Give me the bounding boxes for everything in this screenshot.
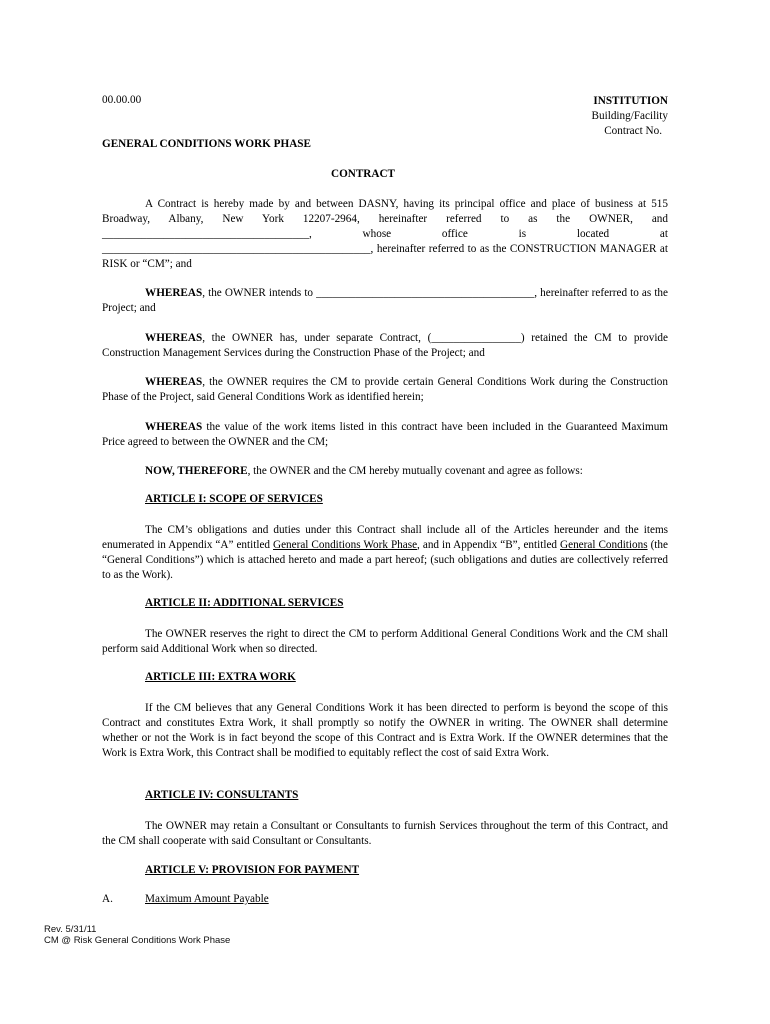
footer-revision: Rev. 5/31/11 [44, 924, 97, 935]
whereas-paragraph-1 [102, 286, 668, 316]
whereas-lead: WHEREAS [145, 287, 203, 299]
appendix-a-title: General Conditions Work Phase [273, 539, 418, 551]
whereas-lead: WHEREAS [145, 332, 203, 344]
article-3-heading: ARTICLE III: EXTRA WORK [145, 671, 296, 683]
footer-title: CM @ Risk General Conditions Work Phase [44, 935, 231, 946]
institution-block [468, 94, 668, 139]
document-number: 00.00.00 [102, 94, 142, 106]
institution-label: INSTITUTION [593, 95, 668, 107]
whereas-text: , the OWNER intends to _______________________________________, hereinafter referred to as the Project; and [102, 287, 668, 314]
article-1-heading: ARTICLE I: SCOPE OF SERVICES [145, 493, 323, 505]
article-2-paragraph: The OWNER reserves the right to direct the CM to perform Additional General Conditions Work and the CM shall perform said Additional Work when so directed. [102, 628, 668, 655]
article-3-paragraph: If the CM believes that any General Conditions Work it has been directed to perform is beyond the scope of this Contract and constitutes Extra Work, it shall promptly so notify the OWNER in writing. The OWNER shall determine whether or not the Work is in fact beyond the scope of this Contract and is Extra Work. If the OWNER determines that the Work is Extra Work, this Contract shall be modified to equitably reflect the cost of said Extra Work. [102, 702, 668, 759]
whereas-paragraph-2 [102, 331, 668, 361]
article-5-heading: ARTICLE V: PROVISION FOR PAYMENT [145, 864, 360, 876]
whereas-lead: WHEREAS [145, 376, 203, 388]
now-therefore-paragraph [102, 464, 668, 479]
contract-heading-text: CONTRACT [330, 168, 396, 180]
now-therefore-text: , the OWNER and the CM hereby mutually covenant and agree as follows: [247, 465, 583, 477]
article-4-paragraph: The OWNER may retain a Consultant or Consultants to furnish Services throughout the term of this Contract, and the CM shall cooperate with said Consultant or Consultants. [102, 820, 668, 847]
whereas-text: , the OWNER has, under separate Contract, (________________) retained the CM to provide Construction Management Services during the Construction Phase of the Project; and [102, 332, 668, 359]
article-4-heading: ARTICLE IV: CONSULTANTS [145, 789, 299, 801]
intro-paragraph: A Contract is hereby made by and between DASNY, having its principal office and place of business at 515 Broadway, Albany, New York 12207-2964, hereinafter referred to as the OWNER, and _____________________________________, whose office is located at ________________________________________________, hereinafter referred to as the CONSTRUCTION MANAGER at RISK or “CM”; and [102, 198, 668, 270]
article-2-heading: ARTICLE II: ADDITIONAL SERVICES [145, 597, 344, 609]
building-label: Building/Facility [591, 110, 668, 122]
whereas-paragraph-3 [102, 375, 668, 405]
item-title: Maximum Amount Payable [145, 893, 269, 905]
footer [44, 924, 230, 946]
article-1-paragraph [102, 523, 668, 583]
whereas-paragraph-4 [102, 420, 668, 450]
article-1-text-b: , and in Appendix “B”, entitled [417, 539, 561, 551]
article-1-text-a: The CM’s obligations and duties under this Contract shall include all of the Articles hereunder and the items enumerated in Appendix “A” entitled [102, 524, 668, 551]
article-1-text-c: (the “General Conditions”) which is attached hereto and made a part hereof; (such obligations and duties are collectively referred to as the Work). [102, 539, 668, 581]
contract-number-label: Contract No. [604, 125, 662, 137]
appendix-b-title: General Conditions [560, 539, 648, 551]
now-therefore-lead: NOW, THEREFORE [145, 465, 248, 477]
item-letter: A. [102, 893, 113, 905]
document-title: GENERAL CONDITIONS WORK PHASE [102, 138, 311, 150]
contract-heading [0, 168, 770, 180]
whereas-text: , the OWNER requires the CM to provide certain General Conditions Work during the Construction Phase of the Project, said General Conditions Work as identified herein; [102, 376, 668, 403]
whereas-lead: WHEREAS [145, 421, 203, 433]
whereas-text: the value of the work items listed in this contract have been included in the Guaranteed Maximum Price agreed to between the OWNER and the CM; [102, 421, 668, 448]
